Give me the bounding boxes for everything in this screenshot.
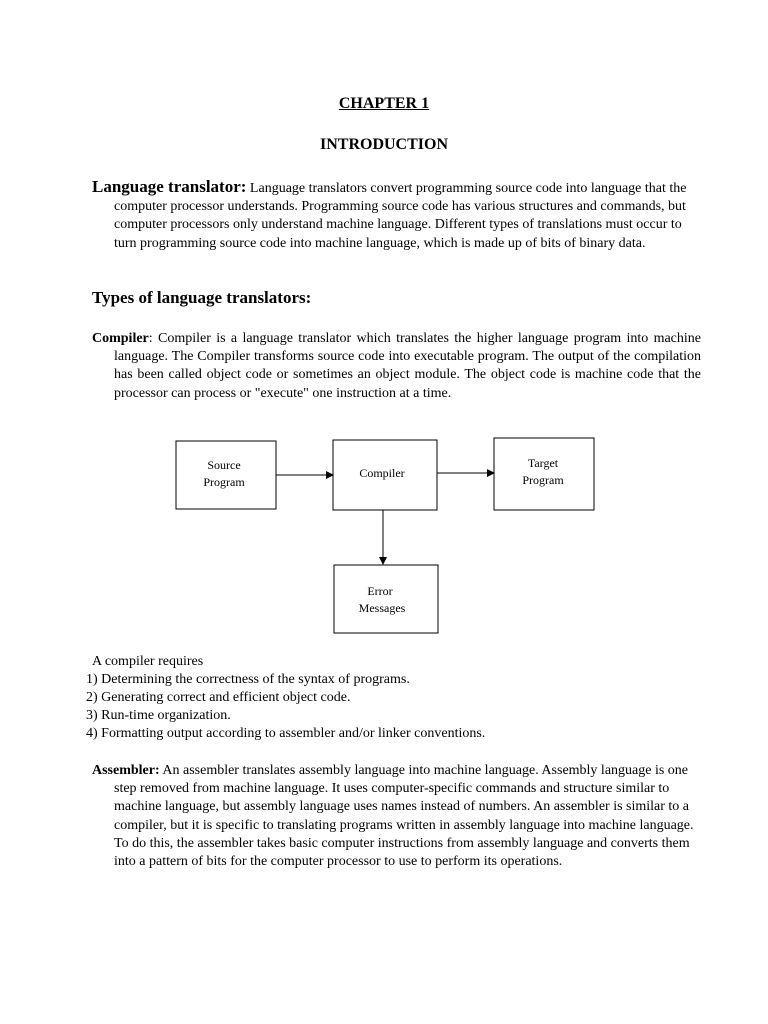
chapter-heading: CHAPTER 1 bbox=[338, 95, 430, 112]
assembler-text: An assembler translates assembly language into machine language. Assembly language is one step removed from machine language. It uses computer-specific commands and structure similar to machine language, but assembly language uses names instead of numbers. An assembler is similar to a compiler, but it is specific to translating programs written in assembly language into machine language. To do this, the assembler takes basic computer instructions from assembly language and converts them into a pattern of bits for the computer processor to use to perform its operations. bbox=[114, 763, 694, 870]
requirement-item: 4) Formatting output according to assembler and/or linker conventions. bbox=[86, 726, 486, 741]
language-translator-text: Language translators convert programming source code into language that the computer processor understands. Programming source code has various structures and commands, but computer processors only understand machine language. Different types of translations must occur to turn programming source code into machine language, which is made up of bits of binary data. bbox=[114, 181, 687, 251]
compiler-requirements bbox=[86, 653, 485, 743]
source-program-label-2: Program bbox=[203, 475, 245, 489]
requirement-item: 3) Run-time organization. bbox=[86, 708, 231, 723]
language-translator-paragraph bbox=[92, 178, 701, 253]
error-messages-label-1: Error bbox=[367, 584, 393, 598]
error-messages-label-2: Messages bbox=[358, 601, 406, 615]
compiler-box-label: Compiler bbox=[359, 466, 405, 480]
assembler-term: Assembler: bbox=[92, 763, 160, 778]
requirement-item: 2) Generating correct and efficient object code. bbox=[86, 690, 351, 705]
language-translator-term: Language translator: bbox=[92, 177, 247, 196]
error-messages-box bbox=[334, 565, 438, 633]
target-program-label-2: Program bbox=[522, 473, 564, 487]
compiler-paragraph bbox=[92, 330, 701, 403]
source-program-label-1: Source bbox=[207, 458, 241, 472]
types-heading: Types of language translators: bbox=[92, 288, 312, 307]
requirements-intro: A compiler requires bbox=[92, 654, 204, 669]
assembler-paragraph bbox=[92, 762, 701, 871]
compiler-text: : Compiler is a language translator which translates the higher language program into machine language. The Compiler transforms source code into executable program. The output of the compilation has been called object code or sometimes an object module. The object code is machine code that the processor can process or "execute" one instruction at a time. bbox=[114, 331, 701, 401]
requirement-item: 1) Determining the correctness of the syntax of programs. bbox=[86, 672, 410, 687]
target-program-label-1: Target bbox=[527, 456, 559, 470]
compiler-diagram bbox=[160, 430, 610, 640]
compiler-term: Compiler bbox=[92, 331, 149, 346]
page-title: INTRODUCTION bbox=[319, 136, 448, 153]
